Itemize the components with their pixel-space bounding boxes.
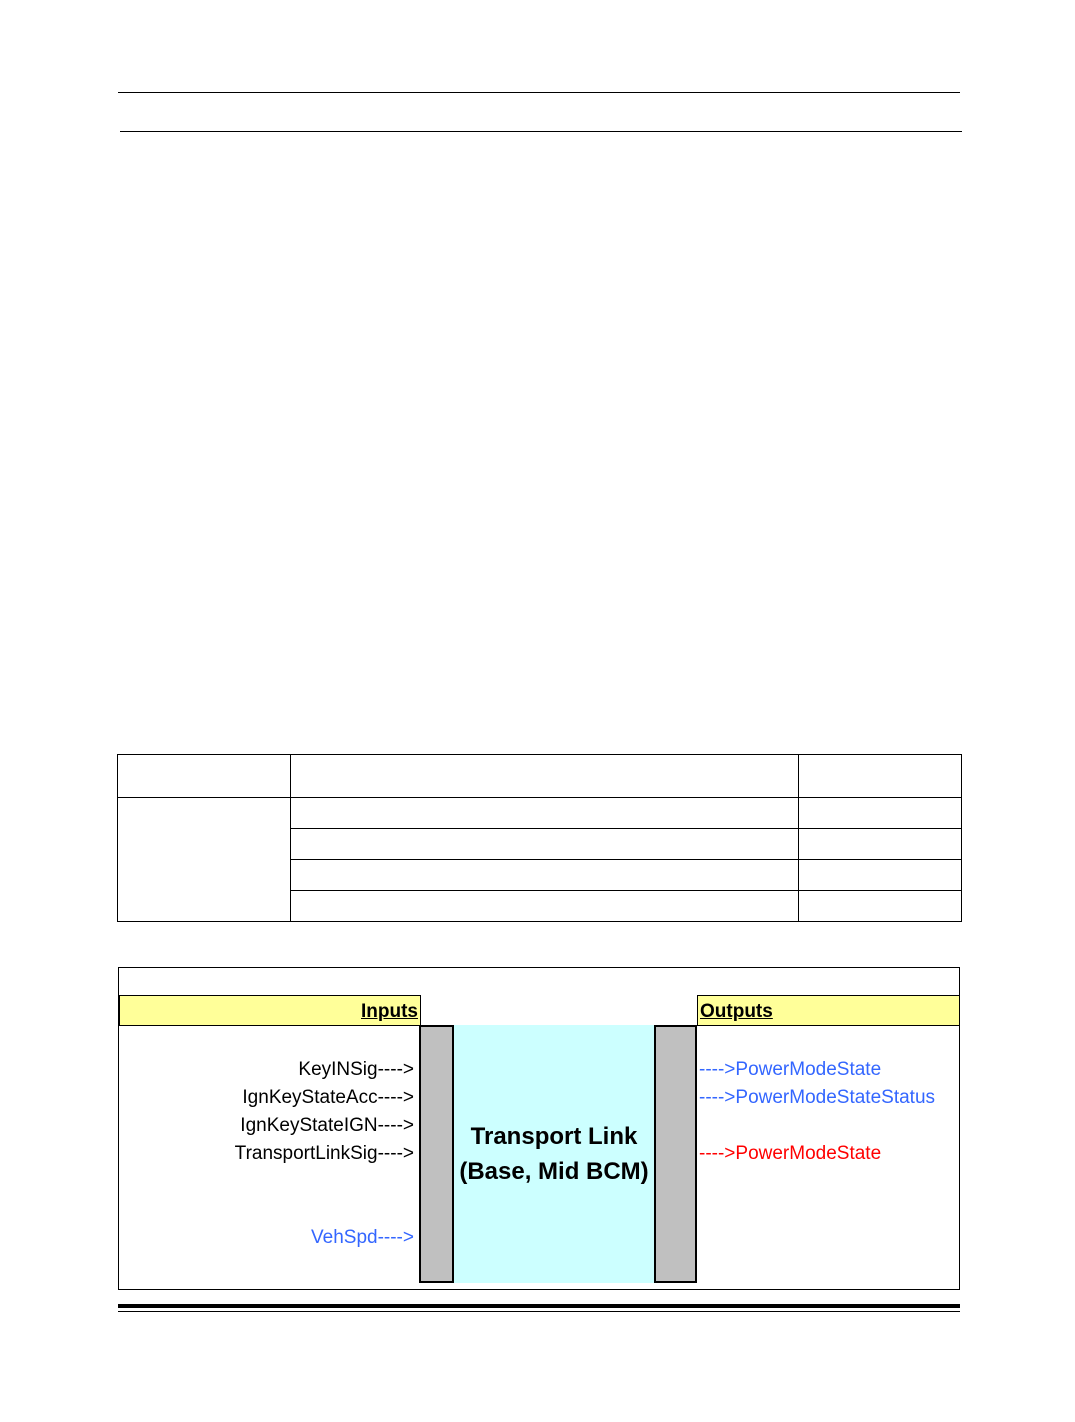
table-header-cell (291, 755, 799, 798)
requirements-table (117, 754, 962, 922)
header-rule-bottom (120, 131, 962, 132)
output-signal-powermodestate: ---->PowerModeState (699, 1059, 882, 1080)
inputs-label: Inputs (361, 1001, 418, 1022)
input-signal-vehspd: VehSpd----> (311, 1227, 414, 1248)
table-header-cell (799, 755, 962, 798)
input-signal-ignkeystateacc: IgnKeyStateAcc----> (242, 1087, 414, 1108)
block-diagram (118, 967, 960, 1290)
table-cell (799, 798, 962, 829)
table-row (118, 798, 962, 829)
table-cell (799, 860, 962, 891)
function-block-subtitle: (Base, Mid BCM) (459, 1158, 649, 1185)
table-header-cell (118, 755, 291, 798)
outputs-header-band (697, 995, 960, 1026)
input-signal-keyinsig: KeyINSig----> (298, 1059, 414, 1080)
table-cell (799, 891, 962, 922)
output-signal-powermodestate-alt: ---->PowerModeState (699, 1143, 882, 1164)
table-cell (291, 798, 799, 829)
footer-rule-thick (118, 1304, 960, 1308)
input-signal-ignkeystateign: IgnKeyStateIGN----> (240, 1115, 414, 1136)
inputs-header-band (119, 995, 421, 1026)
table-cell (291, 891, 799, 922)
input-signal-transportlinksig: TransportLinkSig----> (234, 1143, 414, 1164)
header-rule-top (118, 92, 960, 93)
table-header-row (118, 755, 962, 798)
table-cell-merged (118, 798, 291, 922)
function-block-core (452, 1025, 656, 1283)
output-signal-powermodestatestatus: ---->PowerModeStateStatus (699, 1087, 936, 1108)
function-block-title: Transport Link (470, 1123, 638, 1150)
table-cell (291, 860, 799, 891)
table-cell (799, 829, 962, 860)
outputs-label: Outputs (700, 1001, 773, 1022)
footer-rule-thin (118, 1311, 960, 1312)
table-cell (291, 829, 799, 860)
